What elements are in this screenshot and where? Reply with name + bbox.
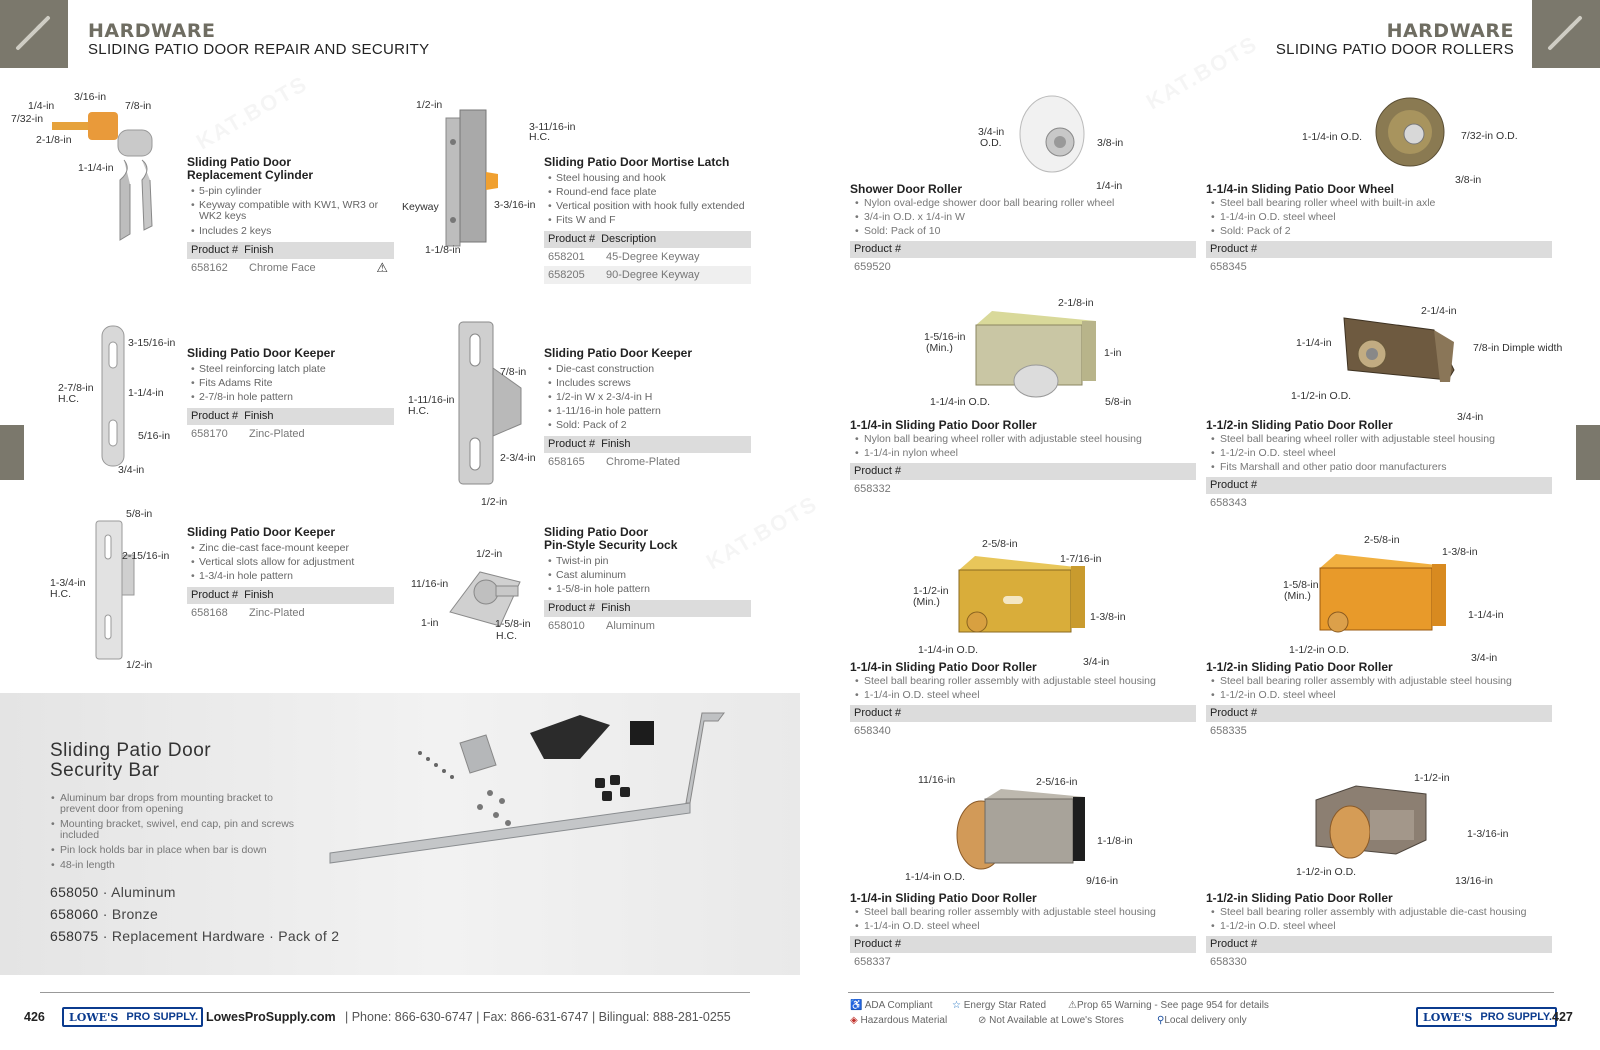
dimension-label: 1/2-in	[416, 99, 443, 111]
table-row: 658330	[1210, 956, 1247, 968]
product-title: Sliding Patio Door Mortise Latch	[544, 155, 730, 169]
table-header: Product #	[1206, 936, 1552, 953]
dimension-label: 2-3/4-in	[500, 452, 536, 464]
table-row: 658332	[854, 483, 891, 495]
bullet: • Mounting bracket, swivel, end cap, pin and screws included	[50, 819, 310, 841]
dimension-label: 7/32-in O.D.	[1461, 130, 1518, 142]
dimension-label: 3/8-in	[1097, 137, 1124, 149]
dimension-label: 7/8-in	[500, 366, 527, 378]
product-title: 1-1/2-in Sliding Patio Door Roller	[1206, 418, 1393, 432]
product-title: Sliding Patio Door	[187, 155, 291, 169]
dimension-label: 1-1/8-in	[425, 244, 461, 256]
bullet: • Includes screws	[544, 376, 751, 390]
watermark-text	[192, 71, 313, 156]
dimension-label: 1/4-in	[1096, 180, 1123, 192]
table-row: 658010 Aluminum	[548, 620, 655, 632]
table-header: Product #	[850, 463, 1196, 480]
table-header: Product # Finish	[187, 587, 394, 604]
dimension-label: 2-1/8-in	[36, 134, 72, 146]
product-title: Sliding Patio Door Keeper	[187, 346, 336, 360]
table-header: Product #	[1206, 477, 1552, 494]
right-header-subtitle: SLIDING PATIO DOOR ROLLERS	[1275, 41, 1514, 58]
table-row: 658337	[854, 956, 891, 968]
right-edge-tab	[1576, 425, 1600, 480]
bullet: • Fits Marshall and other patio door manufacturers	[1206, 460, 1552, 474]
product-roller-658337	[850, 891, 1196, 971]
dimension-label: 1-1/2-in	[1414, 772, 1450, 784]
product-title: Sliding Patio Door Keeper	[544, 346, 693, 360]
dimension-label: 1-1/4-in O.D.	[930, 396, 991, 408]
mortise-latch-image	[436, 100, 536, 250]
dimension-label: 2-1/4-in	[1421, 305, 1457, 317]
legend-not-available: ⊘ Not Available at Lowe's Stores	[978, 1015, 1124, 1026]
dimension-label: 3-3/16-in	[494, 199, 536, 211]
product-keeper-3	[187, 526, 394, 622]
bullet: • 1-1/4-in nylon wheel	[850, 446, 1196, 460]
product-title: Sliding Patio Door	[544, 525, 648, 539]
dimension-label: 1-3/8-in	[1090, 611, 1126, 623]
roller-658340-image	[955, 552, 1095, 642]
roller-658335-image	[1316, 550, 1456, 642]
dimension-label: H.C.	[408, 405, 429, 417]
footer-contact: | Phone: 866-630-6747 | Fax: 866-631-6747 | Bilingual: 888-281-0255	[345, 1010, 731, 1024]
bullet: • Vertical position with hook fully extended	[544, 199, 751, 213]
bullet: • 1-1/4-in O.D. steel wheel	[850, 688, 1196, 702]
dimension-label: 1-3/8-in	[1442, 546, 1478, 558]
dimension-label: 3/4-in	[1083, 656, 1110, 668]
bullet: • 1-1/4-in O.D. steel wheel	[850, 919, 1196, 933]
bullet: • Nylon oval-edge shower door ball bearing roller wheel	[850, 196, 1196, 210]
screwdriver-icon	[1544, 14, 1588, 54]
bullet: • 1-5/8-in hole pattern	[544, 582, 751, 596]
product-title: 1-1/4-in Sliding Patio Door Wheel	[1206, 182, 1395, 196]
dimension-label: 1/4-in	[28, 100, 55, 112]
bullet: • Pin lock holds bar in place when bar is down	[50, 845, 310, 856]
bullet: • 1-1/4-in O.D. steel wheel	[1206, 210, 1552, 224]
product-title: Replacement Cylinder	[187, 168, 314, 182]
dimension-label: Keyway	[402, 201, 439, 213]
bullet: • 1-11/16-in hole pattern	[544, 404, 751, 418]
legend-energy: ☆ Energy Star Rated	[952, 1000, 1047, 1011]
bullet: • Steel ball bearing roller assembly with adjustable steel housing	[850, 905, 1196, 919]
roller-658330-image	[1310, 780, 1440, 870]
product-title: 1-1/2-in Sliding Patio Door Roller	[1206, 891, 1393, 905]
table-row: 658170 Zinc-Plated	[191, 428, 305, 440]
dimension-label: 2-1/8-in	[1058, 297, 1094, 309]
bullet: • Steel reinforcing latch plate	[187, 362, 394, 376]
bullet: • 1-1/2-in O.D. steel wheel	[1206, 919, 1552, 933]
dimension-label: 1-1/8-in	[1097, 835, 1133, 847]
product-roller-658332	[850, 418, 1196, 498]
roller-658332-image	[972, 305, 1102, 400]
right-header-title: HARDWARE	[1386, 20, 1514, 42]
left-edge-tab	[0, 425, 24, 480]
dimension-label: 1-7/16-in	[1060, 553, 1102, 565]
bullet: • Fits Adams Rite	[187, 376, 394, 390]
section-title: Security Bar	[50, 760, 160, 781]
dimension-label: 1/2-in	[126, 659, 153, 671]
table-header: Product # Description	[544, 231, 751, 248]
footer-website[interactable]: LowesProSupply.com	[206, 1010, 336, 1024]
dimension-label: 1-1/2-in O.D.	[1291, 390, 1352, 402]
dimension-label: 3/4-in	[1457, 411, 1484, 423]
dimension-label: 5/8-in	[126, 508, 153, 520]
sku-line: 658060 · Bronze	[50, 906, 159, 922]
page-number: 427	[1552, 1010, 1573, 1024]
dimension-label: O.D.	[980, 137, 1002, 149]
table-header: Product # Finish	[187, 408, 394, 425]
bullet: • Fits W and F	[544, 213, 751, 227]
dimension-label: (Min.)	[913, 596, 940, 608]
dimension-label: 13/16-in	[1455, 875, 1493, 887]
product-title: 1-1/4-in Sliding Patio Door Roller	[850, 660, 1037, 674]
table-header: Product #	[850, 936, 1196, 953]
bullet: • Twist-in pin	[544, 554, 751, 568]
shower-roller-image	[1010, 88, 1090, 180]
bullet: • Steel ball bearing wheel roller with adjustable steel housing	[1206, 432, 1552, 446]
bullet: • 1/2-in W x 2-3/4-in H	[544, 390, 751, 404]
bullet: • Sold: Pack of 2	[544, 418, 751, 432]
product-roller-658335	[1206, 660, 1552, 740]
dimension-label: 3/4-in	[118, 464, 145, 476]
sku-line: 658075 · Replacement Hardware · Pack of 2	[50, 928, 340, 944]
dimension-label: 1-in	[421, 617, 439, 629]
security-bar-section	[0, 693, 800, 975]
product-pin-lock	[544, 526, 751, 635]
legend-local: ⚲Local delivery only	[1157, 1015, 1247, 1026]
product-roller-658343	[1206, 418, 1552, 512]
dimension-label: 7/32-in	[11, 113, 44, 125]
bullet: • Includes 2 keys	[187, 224, 394, 238]
bullet: • Steel ball bearing roller assembly with adjustable steel housing	[1206, 674, 1552, 688]
bullet: • Round-end face plate	[544, 185, 751, 199]
legend-prop65: ⚠Prop 65 Warning - See page 954 for details	[1068, 1000, 1269, 1011]
bullet: • Cast aluminum	[544, 568, 751, 582]
hazard-icon: ◈	[850, 1015, 858, 1026]
dimension-label: 11/16-in	[411, 578, 449, 590]
product-title: Shower Door Roller	[850, 182, 963, 196]
dimension-label: H.C.	[529, 131, 550, 143]
dimension-label: 5/16-in	[138, 430, 171, 442]
dimension-label: 1-11/16-in	[408, 394, 455, 406]
dimension-label: 1-1/4-in O.D.	[1302, 131, 1363, 143]
table-row: 658335	[1210, 725, 1247, 737]
dimension-label: 2-15/16-in	[122, 550, 170, 562]
table-row: 658165 Chrome-Plated	[548, 456, 680, 468]
dimension-label: 3/4-in	[978, 126, 1005, 138]
bullet: • Aluminum bar drops from mounting bracket to prevent door from opening	[50, 793, 310, 815]
dimension-label: 2-5/8-in	[1364, 534, 1400, 546]
warning-triangle-icon: ⚠	[376, 260, 388, 275]
sku-list	[50, 881, 339, 947]
dimension-label: H.C.	[58, 393, 79, 405]
table-row: 659520	[854, 261, 891, 273]
dimension-label: 1-5/8-in	[495, 618, 531, 630]
bullet: • 1-1/2-in O.D. steel wheel	[1206, 446, 1552, 460]
dimension-label: 2-5/16-in	[1036, 776, 1078, 788]
product-mortise-latch	[544, 156, 751, 284]
dimension-label: (Min.)	[926, 342, 953, 354]
bullet: • Zinc die-cast face-mount keeper	[187, 541, 394, 555]
dimension-label: 1/2-in	[481, 496, 508, 508]
dimension-label: 3-11/16-in	[529, 121, 576, 133]
dimension-label: (Min.)	[1284, 590, 1311, 602]
product-title: 1-1/4-in Sliding Patio Door Roller	[850, 418, 1037, 432]
bullet: • Keyway compatible with KW1, WR3 or WK2 keys	[187, 198, 394, 224]
location-pin-icon: ⚲	[1157, 1015, 1165, 1026]
dimension-label: 1-5/8-in	[1283, 579, 1319, 591]
dimension-label: 7/8-in	[125, 100, 152, 112]
dimension-label: 1-1/4-in O.D.	[905, 871, 966, 883]
bullet: • Sold: Pack of 10	[850, 224, 1196, 238]
product-title: 1-1/4-in Sliding Patio Door Roller	[850, 891, 1037, 905]
dimension-label: 1-1/4-in	[128, 387, 164, 399]
dimension-label: 1-1/2-in O.D.	[1289, 644, 1350, 656]
dimension-label: 1-1/2-in O.D.	[1296, 866, 1357, 878]
product-roller-658330	[1206, 891, 1552, 971]
section-title: Sliding Patio Door	[50, 740, 212, 761]
security-bar-image	[320, 703, 790, 883]
table-header: Product # Finish	[187, 242, 394, 259]
dimension-label: 1-1/4-in O.D.	[918, 644, 979, 656]
product-title: Sliding Patio Door Keeper	[187, 525, 336, 539]
table-row: 658162 Chrome Face ⚠	[191, 260, 388, 275]
table-row: 658168 Zinc-Plated	[191, 607, 305, 619]
table-header: Product #	[1206, 705, 1552, 722]
bullet: • Sold: Pack of 2	[1206, 224, 1552, 238]
sku-line: 658050 · Aluminum	[50, 884, 176, 900]
left-header-title: HARDWARE	[88, 20, 216, 42]
replacement-cylinder-image	[40, 100, 180, 260]
footer-divider	[40, 992, 750, 993]
dimension-label: 1/2-in	[476, 548, 503, 560]
product-title: 1-1/2-in Sliding Patio Door Roller	[1206, 660, 1393, 674]
dimension-label: H.C.	[496, 630, 517, 642]
dimension-label: H.C.	[50, 588, 71, 600]
bullet: • Nylon ball bearing wheel roller with adjustable steel housing	[850, 432, 1196, 446]
bullet: • 1-1/2-in O.D. steel wheel	[1206, 688, 1552, 702]
product-replacement-cylinder	[187, 156, 394, 277]
ada-icon: ♿	[850, 1000, 863, 1011]
dimension-label: 1-5/16-in	[924, 331, 966, 343]
dimension-label: 1-in	[1104, 347, 1122, 359]
table-row: 658201 45-Degree Keyway	[548, 251, 700, 263]
table-row: 658340	[854, 725, 891, 737]
bullet: • Die-cast construction	[544, 362, 751, 376]
table-header: Product #	[1206, 241, 1552, 258]
table-header: Product #	[850, 705, 1196, 722]
product-title: Pin-Style Security Lock	[544, 538, 678, 552]
energy-star-icon: ☆	[952, 1000, 961, 1011]
bullet: • Steel housing and hook	[544, 171, 751, 185]
dimension-label: 11/16-in	[918, 774, 956, 786]
footer-divider	[848, 992, 1554, 993]
dimension-label: 3/16-in	[74, 91, 107, 103]
product-roller-658340	[850, 660, 1196, 740]
table-row: 658345	[1210, 261, 1247, 273]
dimension-label: 3-15/16-in	[128, 337, 176, 349]
product-shower-door-roller	[850, 182, 1196, 276]
dimension-label: 3/8-in	[1455, 174, 1482, 186]
bullet: • 5-pin cylinder	[187, 184, 394, 198]
dimension-label: 2-5/8-in	[982, 538, 1018, 550]
page-number: 426	[24, 1010, 45, 1024]
dimension-label: 3/4-in	[1471, 652, 1498, 664]
screwdriver-icon	[12, 14, 56, 54]
table-header: Product #	[850, 241, 1196, 258]
dimension-label: 1-1/2-in	[913, 585, 949, 597]
dimension-label: 1-3/16-in	[1467, 828, 1509, 840]
roller-658337-image	[955, 785, 1095, 880]
dimension-label: 9/16-in	[1086, 875, 1119, 887]
dimension-label: 1-1/4-in	[1468, 609, 1504, 621]
table-header: Product # Finish	[544, 436, 751, 453]
dimension-label: 2-7/8-in	[58, 382, 94, 394]
dimension-label: 5/8-in	[1105, 396, 1132, 408]
lowes-pro-supply-logo: LOWE'S PRO SUPPLY.	[1416, 1007, 1557, 1027]
lowes-pro-supply-logo: LOWE'S PRO SUPPLY.	[62, 1007, 203, 1027]
bullet: • 48-in length	[50, 860, 310, 871]
bullet: • 2-7/8-in hole pattern	[187, 390, 394, 404]
dimension-label: 7/8-in Dimple width	[1473, 342, 1563, 354]
legend-ada: ♿ ADA Compliant	[850, 1000, 933, 1011]
prohibited-icon: ⊘	[978, 1015, 987, 1026]
table-row: 658343	[1210, 497, 1247, 509]
patio-door-wheel-image	[1370, 90, 1450, 174]
left-header-subtitle: SLIDING PATIO DOOR REPAIR AND SECURITY	[88, 41, 430, 58]
bullet: • 3/4-in O.D. x 1/4-in W	[850, 210, 1196, 224]
bullet: • 1-3/4-in hole pattern	[187, 569, 394, 583]
bullet: • Steel ball bearing roller wheel with built-in axle	[1206, 196, 1552, 210]
legend-hazard: ◈ Hazardous Material	[850, 1015, 948, 1026]
product-patio-door-wheel	[1206, 182, 1552, 276]
bullet: • Steel ball bearing roller assembly with adjustable steel housing	[850, 674, 1196, 688]
table-row: 658205 90-Degree Keyway	[544, 266, 751, 284]
bullet: • Vertical slots allow for adjustment	[187, 555, 394, 569]
face-mount-keeper-image	[90, 515, 140, 665]
dimension-label: 1-3/4-in	[50, 577, 86, 589]
dimension-label: 1-1/4-in	[1296, 337, 1332, 349]
product-keeper-2	[544, 347, 751, 471]
product-keeper-1	[187, 347, 394, 443]
bullet: • Steel ball bearing roller assembly with adjustable die-cast housing	[1206, 905, 1552, 919]
dimension-label: 1-1/4-in	[78, 162, 114, 174]
watermark-text	[1142, 31, 1263, 116]
warning-triangle-icon: ⚠	[1068, 1000, 1077, 1011]
table-header: Product # Finish	[544, 600, 751, 617]
